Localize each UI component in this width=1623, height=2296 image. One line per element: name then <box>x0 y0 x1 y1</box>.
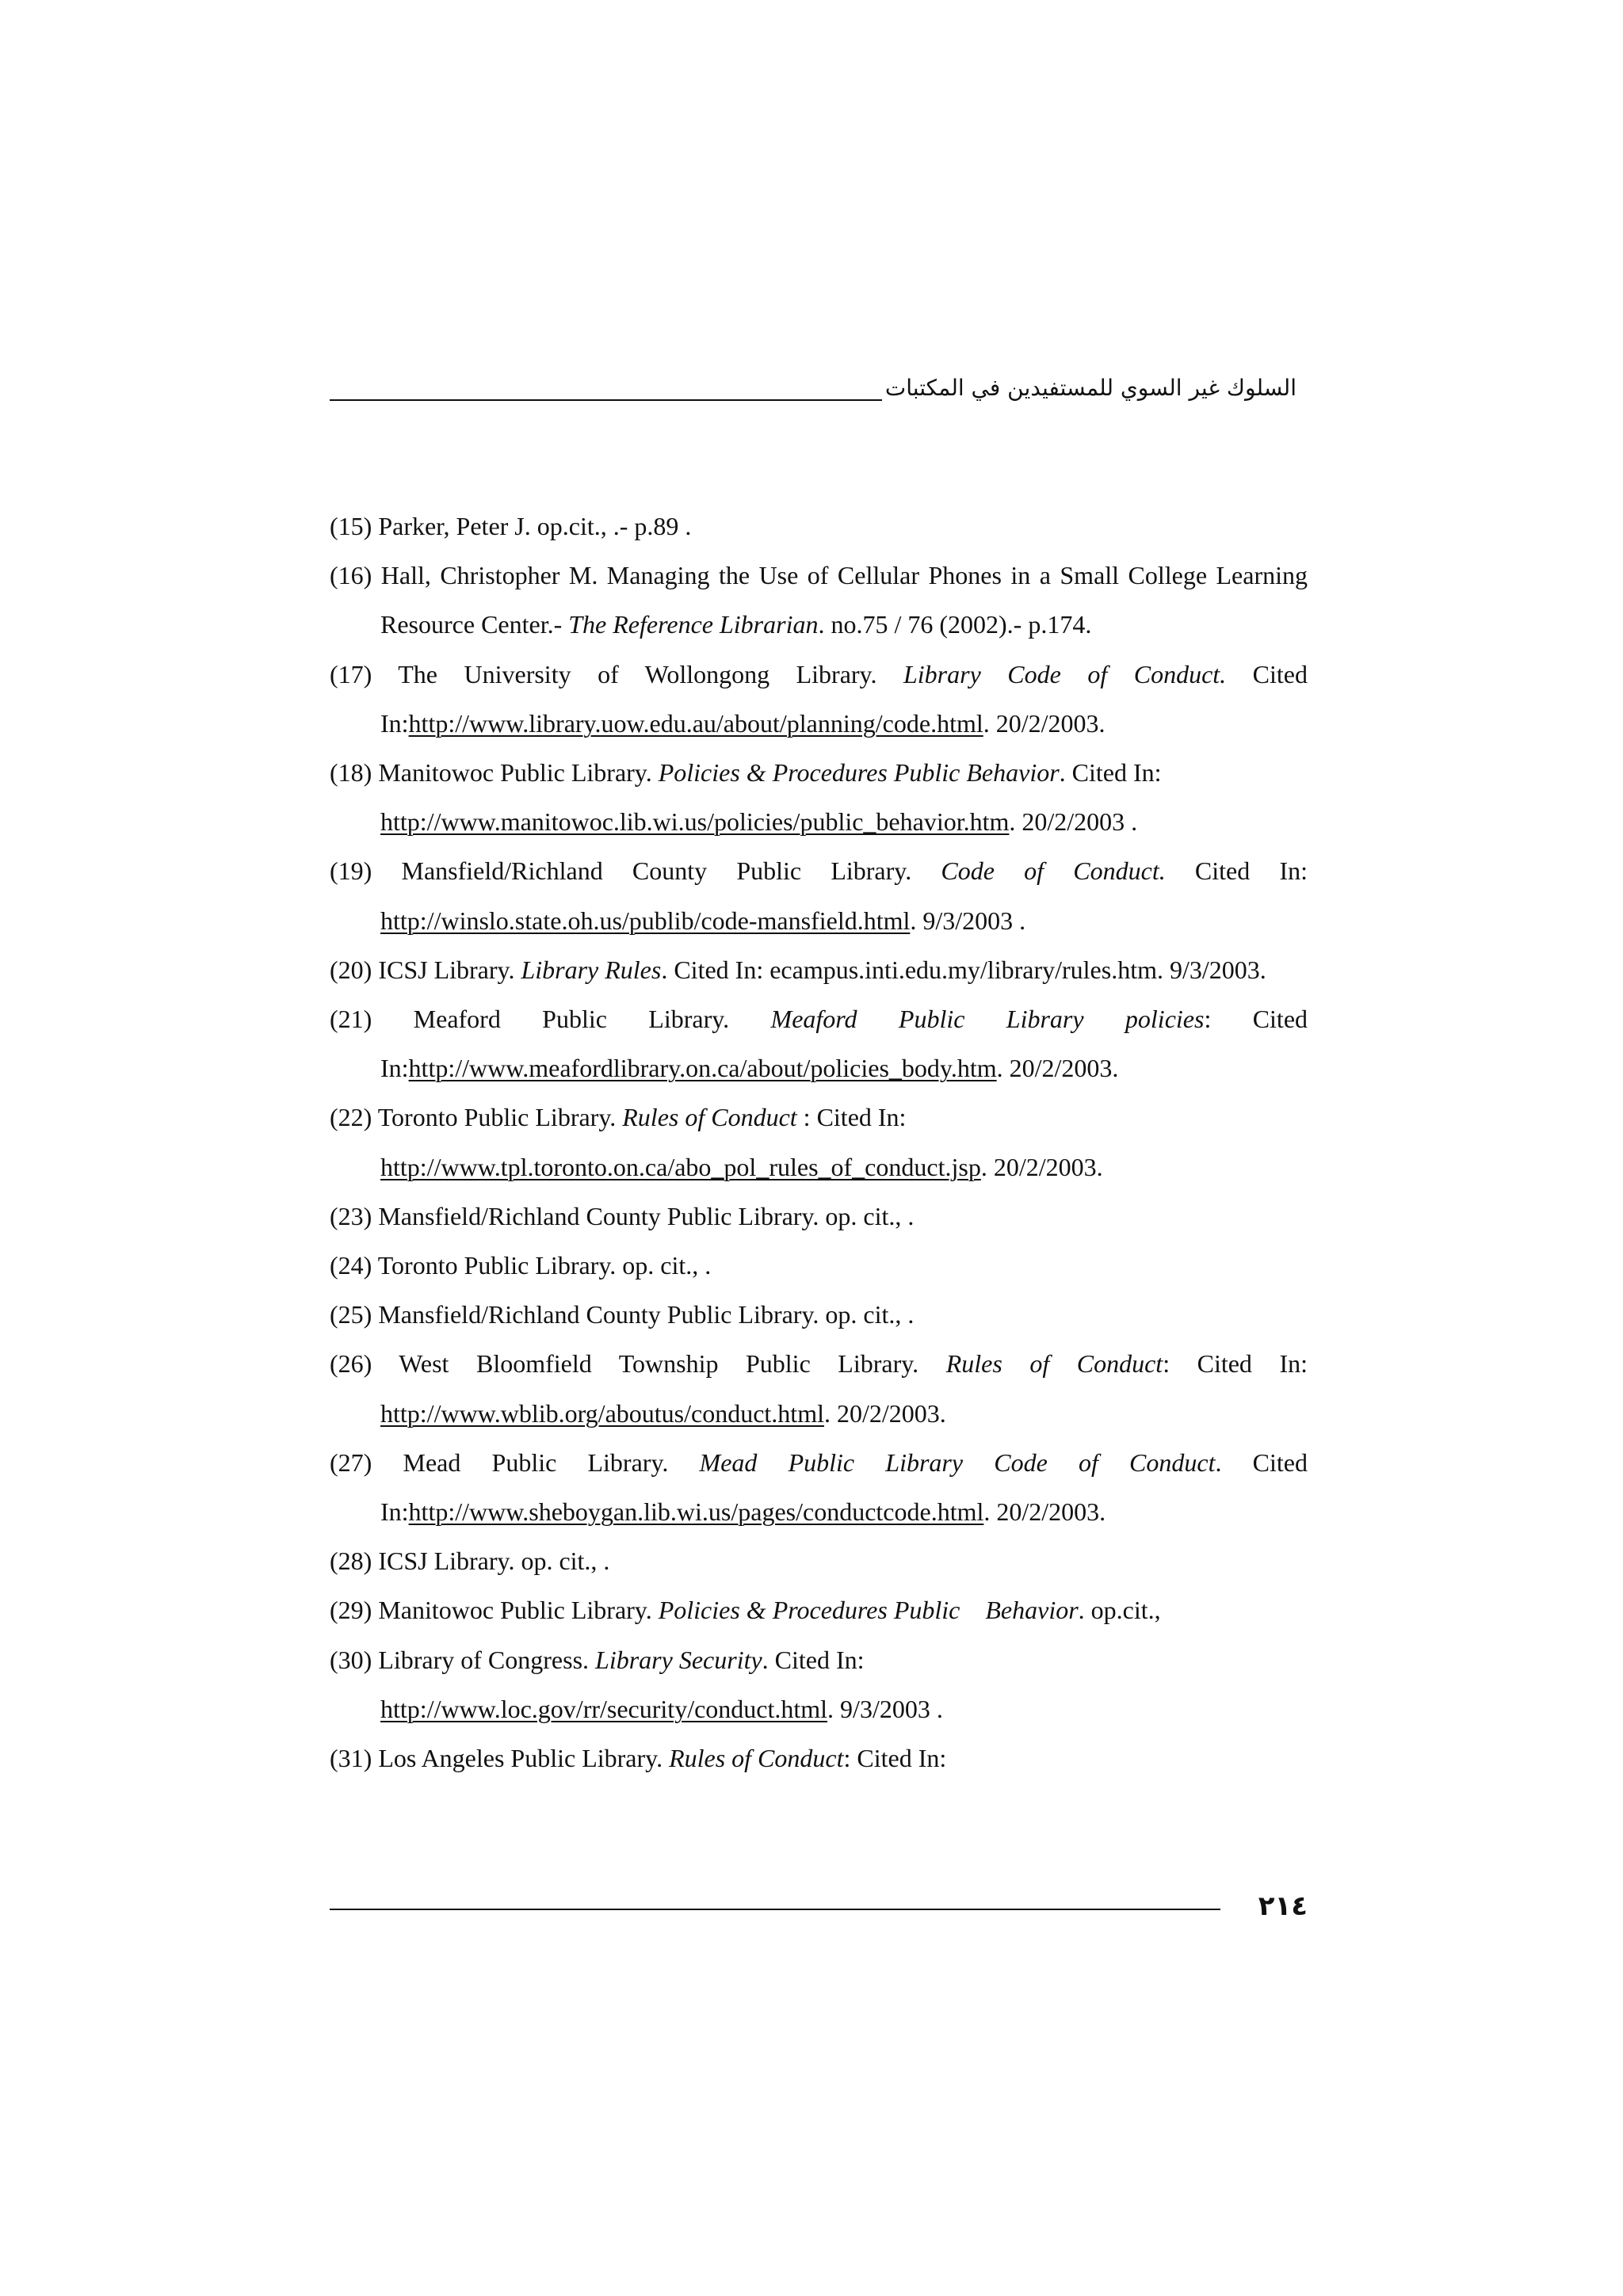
reference-text: . op.cit., <box>1078 1596 1161 1625</box>
reference-text: West Bloomfield Township Public Library. <box>372 1349 946 1379</box>
reference-27 <box>330 1438 1308 1536</box>
reference-title: Policies & Procedures Public Behavior <box>658 758 1060 788</box>
reference-number: (16) <box>330 561 372 590</box>
reference-url[interactable]: http://www.loc.gov/rr/security/conduct.html <box>380 1694 828 1723</box>
reference-title: Policies & Procedures Public Behavior <box>658 1596 1079 1625</box>
reference-26 <box>330 1339 1308 1437</box>
reference-date: . 20/2/2003. <box>823 1398 946 1428</box>
reference-text: Hall, Christopher M. Managing the Use of Cellular Phones in a Small College Learning Resource Center.- <box>372 561 1308 639</box>
reference-31 <box>330 1733 1308 1783</box>
reference-text: : Cited In: <box>843 1744 947 1773</box>
footer-rule <box>330 1909 1220 1910</box>
reference-text: : Cited In: <box>796 1103 907 1132</box>
reference-text: ICSJ Library. <box>372 955 521 984</box>
reference-url[interactable]: http://www.meafordlibrary.on.ca/about/policies_body.htm <box>408 1054 997 1083</box>
reference-text: : Cited In: <box>380 1005 1308 1083</box>
reference-url[interactable]: http://www.wblib.org/aboutus/conduct.html <box>380 1398 824 1428</box>
reference-text: Toronto Public Library. op. cit., . <box>372 1251 712 1280</box>
reference-text: Los Angeles Public Library. <box>372 1744 670 1773</box>
page-number: ٢١٤ <box>1258 1890 1308 1922</box>
reference-text: Manitowoc Public Library. <box>372 758 659 788</box>
reference-url[interactable]: http://www.library.uow.edu.au/about/planning/code.html <box>408 708 983 738</box>
reference-date: . 20/2/2003. <box>983 708 1106 738</box>
reference-number: (25) <box>330 1300 372 1329</box>
running-header <box>330 372 1301 404</box>
reference-text: Meaford Public Library. <box>372 1005 771 1034</box>
page-footer <box>330 1882 1308 1930</box>
reference-text: . Cited In: <box>762 1645 865 1674</box>
reference-number: (17) <box>330 659 372 688</box>
reference-28 <box>330 1536 1308 1585</box>
reference-url[interactable]: http://www.manitowoc.lib.wi.us/policies/public_behavior.htm <box>380 807 1010 837</box>
reference-text: : Cited In: <box>1163 1349 1308 1379</box>
reference-text: Parker, Peter J. op.cit., .- p.89 . <box>372 512 692 540</box>
reference-number: (18) <box>330 758 372 788</box>
reference-number: (28) <box>330 1547 372 1576</box>
reference-text: . no.75 / 76 (2002).- p.174. <box>818 610 1092 639</box>
reference-text: ICSJ Library. op. cit., . <box>372 1547 610 1576</box>
reference-text: Cited In: <box>1165 856 1308 886</box>
reference-date: . 20/2/2003 . <box>1009 807 1138 837</box>
reference-number: (24) <box>330 1251 372 1280</box>
reference-text: The University of Wollongong Library. <box>372 659 903 688</box>
reference-text: Manitowoc Public Library. <box>372 1596 659 1625</box>
reference-title: Library Security <box>595 1645 762 1674</box>
reference-number: (15) <box>330 512 372 540</box>
reference-title: Mead Public Library Code of Conduct <box>699 1447 1216 1477</box>
reference-text: . Cited In: <box>1059 758 1162 788</box>
reference-15 <box>330 502 1308 551</box>
reference-text: Mansfield/Richland County Public Library. op. cit., . <box>372 1300 915 1329</box>
reference-number: (19) <box>330 856 372 886</box>
reference-22 <box>330 1093 1308 1191</box>
reference-list <box>330 502 1308 1783</box>
reference-29 <box>330 1585 1308 1634</box>
reference-text: . Cited In: ecampus.inti.edu.my/library/rules.htm. 9/3/2003. <box>661 955 1266 984</box>
reference-date: . 9/3/2003 . <box>910 906 1026 935</box>
reference-date: . 20/2/2003. <box>980 1152 1103 1181</box>
reference-21 <box>330 994 1308 1093</box>
reference-19 <box>330 846 1308 944</box>
reference-25 <box>330 1290 1308 1339</box>
reference-url[interactable]: http://winslo.state.oh.us/publib/code-mansfield.html <box>380 906 911 935</box>
reference-number: (29) <box>330 1596 372 1625</box>
reference-url[interactable]: http://www.sheboygan.lib.wi.us/pages/conductcode.html <box>408 1497 984 1527</box>
reference-number: (21) <box>330 1005 372 1034</box>
reference-title: Rules of Conduct <box>622 1103 797 1132</box>
reference-text: Cited In: <box>380 659 1308 738</box>
reference-number: (23) <box>330 1201 372 1230</box>
reference-url[interactable]: http://www.tpl.toronto.on.ca/abo_pol_rules_of_conduct.jsp <box>380 1152 981 1181</box>
header-rule <box>330 399 929 401</box>
reference-24 <box>330 1241 1308 1290</box>
reference-title: Code of Conduct. <box>941 856 1166 886</box>
reference-number: (27) <box>330 1447 372 1477</box>
reference-number: (26) <box>330 1349 372 1379</box>
reference-number: (22) <box>330 1103 372 1132</box>
reference-date: . 9/3/2003 . <box>827 1694 943 1723</box>
reference-title: Library Rules <box>521 955 662 984</box>
reference-title: Meaford Public Library policies <box>770 1005 1205 1034</box>
reference-date: . 20/2/2003. <box>983 1497 1106 1527</box>
reference-text: Mead Public Library. <box>372 1447 700 1477</box>
reference-17 <box>330 650 1308 748</box>
reference-text: Library of Congress. <box>372 1645 596 1674</box>
reference-20 <box>330 945 1308 994</box>
reference-16 <box>330 551 1308 649</box>
reference-title: The Reference Librarian <box>568 610 819 639</box>
reference-title: Library Code of Conduct. <box>903 659 1227 688</box>
reference-18 <box>330 748 1308 846</box>
reference-date: . 20/2/2003. <box>996 1054 1119 1083</box>
reference-number: (20) <box>330 955 372 984</box>
reference-number: (31) <box>330 1744 372 1773</box>
header-title: السلوك غير السوي للمستفيدين في المكتبات <box>882 372 1296 404</box>
reference-number: (30) <box>330 1645 372 1674</box>
reference-23 <box>330 1192 1308 1241</box>
reference-title: Rules of Conduct <box>945 1349 1163 1379</box>
reference-text: Mansfield/Richland County Public Library. <box>372 856 941 886</box>
reference-30 <box>330 1635 1308 1733</box>
reference-text: Mansfield/Richland County Public Library. op. cit., . <box>372 1201 915 1230</box>
reference-text: Toronto Public Library. <box>372 1103 623 1132</box>
reference-text: . Cited In: <box>380 1447 1308 1527</box>
reference-title: Rules of Conduct <box>669 1744 844 1773</box>
